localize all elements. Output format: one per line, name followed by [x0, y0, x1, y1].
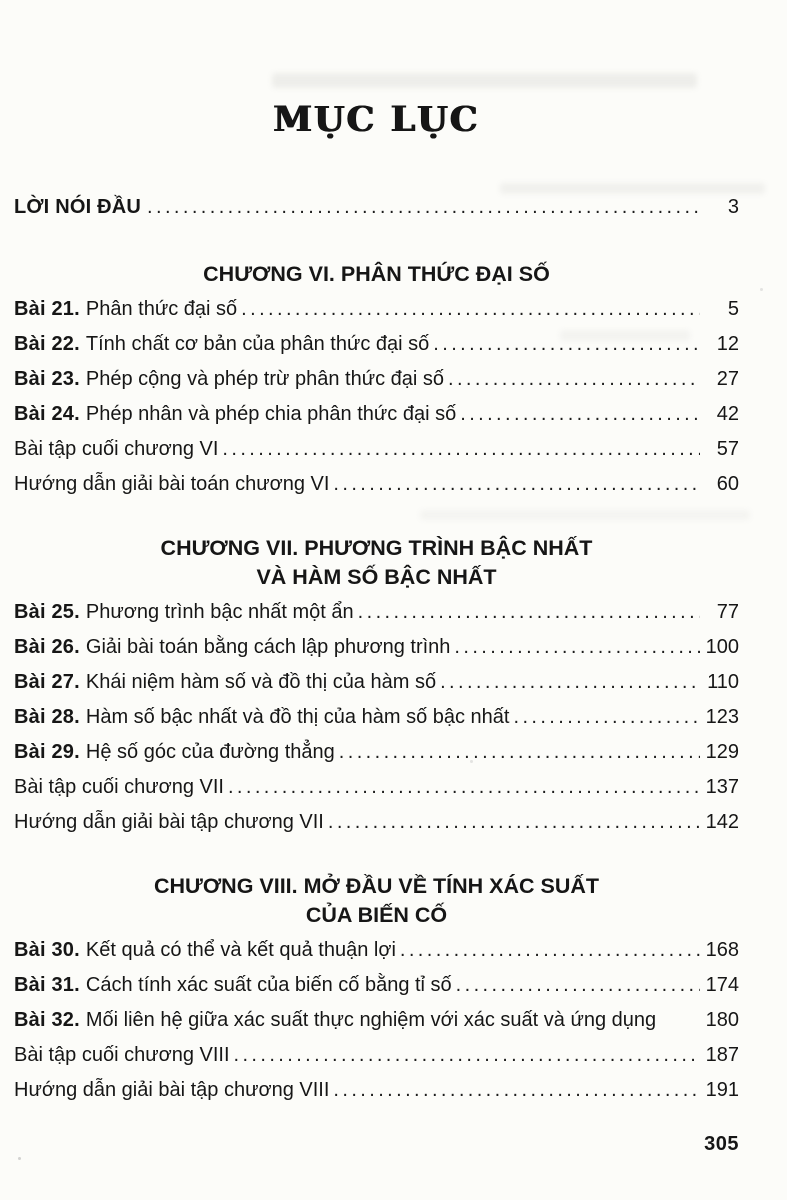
entry-title: Giải bài toán bằng cách lập phương trình [85, 636, 451, 658]
entry-page: 180 [705, 1009, 739, 1031]
toc-entry [14, 706, 739, 729]
toc-entry [14, 741, 739, 764]
scan-speck [470, 760, 473, 763]
entry-label [14, 811, 324, 834]
entry-page: 142 [705, 811, 739, 833]
entry-title: Tính chất cơ bản của phân thức đại số [85, 333, 430, 355]
toc-entry [14, 333, 739, 356]
entry-label: Bài 25. Phương trình bậc nhất một ẩn [14, 601, 354, 623]
entry-title: Hệ số góc của đường thẳng [85, 741, 335, 763]
toc-entry [14, 1079, 739, 1102]
dot-leader [444, 368, 700, 391]
dot-leader [224, 776, 700, 799]
entry-page: 42 [716, 403, 739, 425]
dot-leader [143, 196, 700, 219]
toc-entry [14, 939, 739, 962]
entry-label [14, 776, 224, 799]
page-number: 305 [704, 1133, 739, 1155]
dot-leader [335, 741, 700, 764]
entry-label: Bài 27. Khái niệm hàm số và đồ thị của hàm số [14, 671, 437, 693]
entry-title: Cách tính xác suất của biến cố bằng tỉ số [85, 974, 452, 996]
scan-speck [760, 288, 763, 291]
entry-title: Phân thức đại số [85, 298, 238, 320]
entry-label: Bài 28. Hàm số bậc nhất và đồ thị của hàm số bậc nhất [14, 706, 510, 728]
chapter-entries [14, 939, 739, 1102]
entry-title: Bài tập cuối chương VI [14, 438, 219, 460]
scan-speck [18, 1157, 21, 1160]
entry-label [14, 438, 218, 461]
page-title: MỤC LỤC [273, 99, 480, 140]
chapter-heading [14, 534, 739, 592]
entry-label [14, 1079, 329, 1102]
dot-leader [396, 939, 700, 962]
entry-title: Kết quả có thể và kết quả thuận lợi [85, 939, 396, 961]
entry-page: 110 [707, 671, 739, 693]
entry-page: 123 [705, 706, 739, 728]
entry-label: Bài 31. Cách tính xác suất của biến cố bằng tỉ số [14, 974, 452, 996]
entry-page: 174 [705, 974, 739, 996]
entry-page: 187 [705, 1044, 739, 1066]
entry-page: 27 [716, 368, 739, 390]
toc-entry [14, 473, 739, 496]
chapter-heading-line: CHƯƠNG VIII. MỞ ĐẦU VỀ TÍNH XÁC SUẤT [153, 874, 600, 898]
entry-title: Hướng dẫn giải bài tập chương VII [14, 811, 324, 833]
entry-title: Hướng dẫn giải bài toán chương VI [14, 473, 330, 495]
chapter-entries [14, 298, 739, 496]
toc-entry [14, 368, 739, 391]
chapter-heading-line: CHƯƠNG VII. PHƯƠNG TRÌNH BẬC NHẤT [160, 536, 593, 560]
entry-label: Bài 21. Phân thức đại số [14, 298, 238, 320]
entry-label: LỜI NÓI ĐẦU [14, 196, 142, 218]
entry-label: Bài 29. Hệ số góc của đường thẳng [14, 741, 335, 763]
chapter-heading-line: CỦA BIẾN CỐ [305, 903, 448, 927]
entry-page: 12 [716, 333, 739, 355]
entry-title: Phép cộng và phép trừ phân thức đại số [85, 368, 445, 390]
toc-entry [14, 1009, 739, 1032]
dot-leader [429, 333, 700, 356]
entry-title: Khái niệm hàm số và đồ thị của hàm số [85, 671, 437, 693]
entry-title: Phương trình bậc nhất một ẩn [85, 601, 354, 623]
entry-page: 3 [727, 196, 739, 218]
toc-entry [14, 811, 739, 834]
chapter-heading [14, 260, 739, 289]
entry-label [14, 473, 329, 496]
chapter-heading-line: CHƯƠNG VI. PHÂN THỨC ĐẠI SỐ [203, 262, 550, 286]
entry-page: 60 [716, 473, 739, 495]
entry-page: 77 [716, 601, 739, 623]
dot-leader [452, 974, 700, 997]
dot-leader [218, 438, 700, 461]
entry-label: Bài 24. Phép nhân và phép chia phân thức đại số [14, 403, 457, 425]
dot-leader [509, 706, 700, 729]
dot-leader [354, 601, 700, 624]
toc-entry [14, 601, 739, 624]
toc-entry [14, 298, 739, 321]
toc-entry-preface [14, 196, 739, 219]
chapter-heading-line: VÀ HÀM SỐ BẬC NHẤT [256, 565, 497, 589]
entry-page: 100 [705, 636, 739, 658]
entry-page: 137 [705, 776, 739, 798]
chapter-heading [14, 872, 739, 930]
entry-page: 168 [705, 939, 739, 961]
toc-entry [14, 671, 739, 694]
dot-leader [237, 298, 700, 321]
entry-page: 57 [716, 438, 739, 460]
entry-label: Bài 23. Phép cộng và phép trừ phân thức đại số [14, 368, 445, 390]
dot-leader [329, 473, 700, 496]
entry-title: Bài tập cuối chương VIII [14, 1044, 230, 1066]
chapter-entries [14, 601, 739, 834]
toc-entry [14, 974, 739, 997]
toc-entry [14, 1044, 739, 1067]
scan-bleed-artifact [420, 510, 750, 520]
entry-label: Bài 30. Kết quả có thể và kết quả thuận lợi [14, 939, 396, 961]
toc-entry [14, 636, 739, 659]
entry-title: Hướng dẫn giải bài tập chương VIII [14, 1079, 330, 1101]
entry-page: 129 [705, 741, 739, 763]
entry-title: Phép nhân và phép chia phân thức đại số [85, 403, 457, 425]
dot-leader [436, 671, 700, 694]
entry-label [14, 1044, 230, 1067]
dot-leader [456, 403, 700, 426]
toc-entry [14, 403, 739, 426]
entry-page: 5 [727, 298, 739, 320]
dot-leader [450, 636, 700, 659]
entry-page: 191 [705, 1079, 739, 1101]
entry-label: Bài 22. Tính chất cơ bản của phân thức đại số [14, 333, 430, 355]
toc-entry [14, 438, 739, 461]
dot-leader [230, 1044, 700, 1067]
entry-title: Mối liên hệ giữa xác suất thực nghiệm với xác suất và ứng dụng [85, 1009, 657, 1031]
entry-label: Bài 32. Mối liên hệ giữa xác suất thực nghiệm với xác suất và ứng dụng [14, 1009, 657, 1031]
toc-entry [14, 776, 739, 799]
entry-title: Hàm số bậc nhất và đồ thị của hàm số bậc nhất [85, 706, 510, 728]
dot-leader [329, 1079, 700, 1102]
scan-bleed-artifact [500, 183, 765, 194]
dot-leader [324, 811, 700, 834]
entry-label: Bài 26. Giải bài toán bằng cách lập phương trình [14, 636, 451, 658]
entry-title: Bài tập cuối chương VII [14, 776, 224, 798]
